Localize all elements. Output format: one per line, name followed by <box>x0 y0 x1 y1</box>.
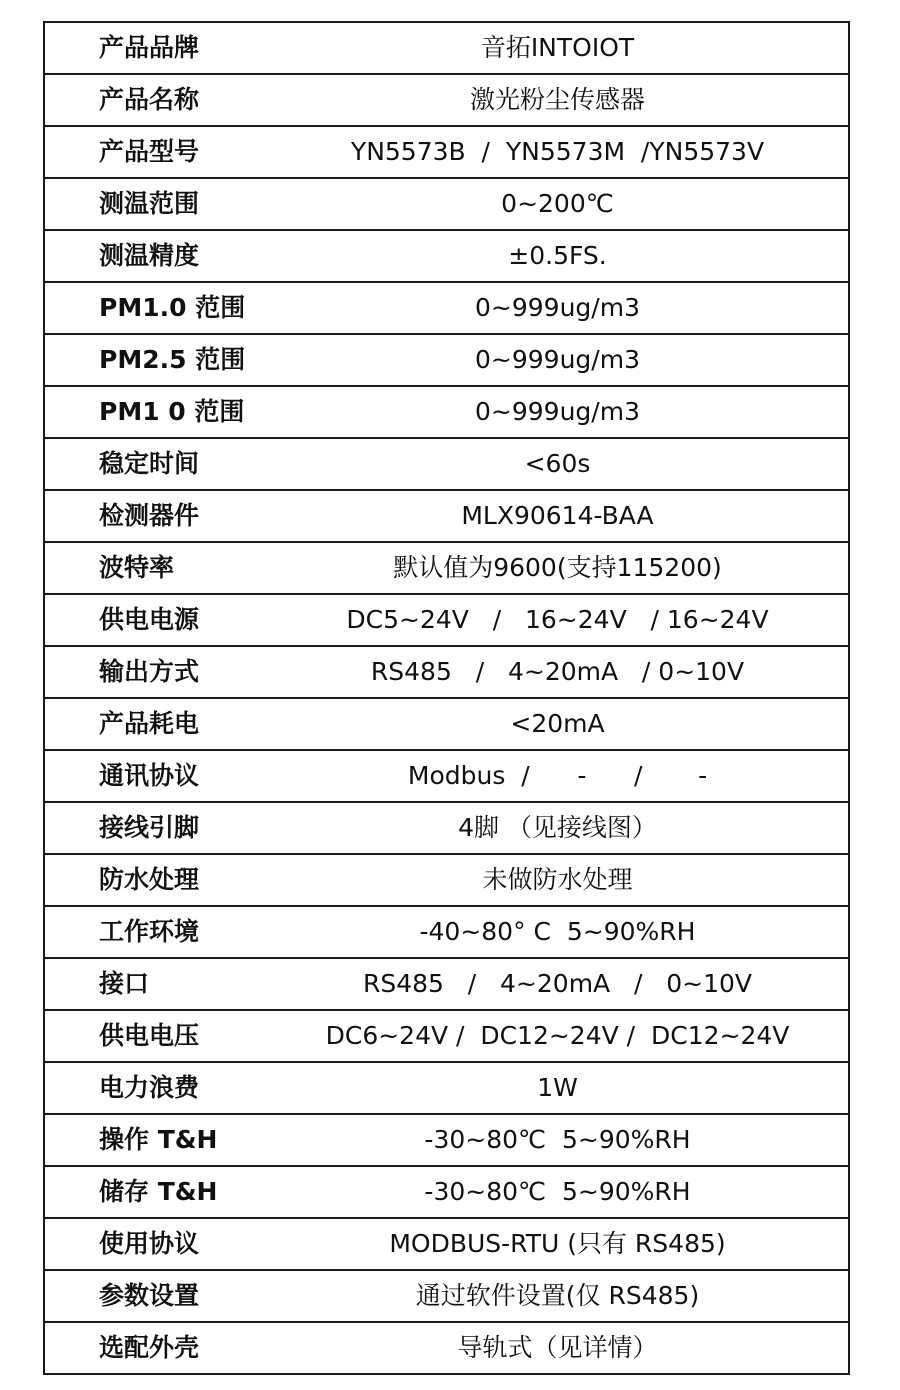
spec-value: DC5~24V / 16~24V / 16~24V <box>297 594 849 646</box>
table-row <box>44 542 849 594</box>
table-row <box>44 1270 849 1322</box>
spec-table <box>43 21 850 1375</box>
spec-label: 检测器件 <box>44 490 297 542</box>
spec-value: 激光粉尘传感器 <box>297 74 849 126</box>
spec-label: 产品耗电 <box>44 698 297 750</box>
spec-label: 产品型号 <box>44 126 297 178</box>
spec-value: 音拓INTOIOT <box>297 22 849 74</box>
table-row <box>44 282 849 334</box>
spec-value: -40~80° C 5~90%RH <box>297 906 849 958</box>
table-row <box>44 490 849 542</box>
spec-label: PM2.5 范围 <box>44 334 297 386</box>
spec-value: 未做防水处理 <box>297 854 849 906</box>
spec-table-body <box>44 22 849 1374</box>
spec-label: 工作环境 <box>44 906 297 958</box>
spec-label: PM1 0 范围 <box>44 386 297 438</box>
spec-label: 产品品牌 <box>44 22 297 74</box>
table-row <box>44 22 849 74</box>
table-row <box>44 178 849 230</box>
spec-label: 储存 T&H <box>44 1166 297 1218</box>
table-row <box>44 1218 849 1270</box>
table-row <box>44 958 849 1010</box>
spec-label: 接线引脚 <box>44 802 297 854</box>
table-row <box>44 750 849 802</box>
spec-label: 测温范围 <box>44 178 297 230</box>
spec-value: 0~999ug/m3 <box>297 334 849 386</box>
spec-value: MODBUS-RTU (只有 RS485) <box>297 1218 849 1270</box>
table-row <box>44 646 849 698</box>
spec-value: 0~200℃ <box>297 178 849 230</box>
table-row <box>44 594 849 646</box>
spec-value: DC6~24V / DC12~24V / DC12~24V <box>297 1010 849 1062</box>
spec-label: 电力浪费 <box>44 1062 297 1114</box>
spec-label: 参数设置 <box>44 1270 297 1322</box>
spec-value: 导轨式（见详情） <box>297 1322 849 1374</box>
table-row <box>44 74 849 126</box>
spec-label: 接口 <box>44 958 297 1010</box>
table-row <box>44 438 849 490</box>
table-row <box>44 126 849 178</box>
spec-label: 供电电源 <box>44 594 297 646</box>
spec-label: 选配外壳 <box>44 1322 297 1374</box>
spec-value: RS485 / 4~20mA / 0~10V <box>297 646 849 698</box>
spec-label: 通讯协议 <box>44 750 297 802</box>
spec-value: 0~999ug/m3 <box>297 386 849 438</box>
table-row <box>44 1062 849 1114</box>
table-row <box>44 1166 849 1218</box>
table-row <box>44 1114 849 1166</box>
table-row <box>44 230 849 282</box>
table-row <box>44 906 849 958</box>
spec-label: 防水处理 <box>44 854 297 906</box>
spec-value: RS485 / 4~20mA / 0~10V <box>297 958 849 1010</box>
spec-label: 产品名称 <box>44 74 297 126</box>
spec-value: YN5573B / YN5573M /YN5573V <box>297 126 849 178</box>
spec-value: 1W <box>297 1062 849 1114</box>
table-row <box>44 698 849 750</box>
spec-label: 输出方式 <box>44 646 297 698</box>
table-row <box>44 1322 849 1374</box>
table-row <box>44 334 849 386</box>
spec-value: -30~80℃ 5~90%RH <box>297 1166 849 1218</box>
table-row <box>44 802 849 854</box>
spec-value: 4脚 （见接线图） <box>297 802 849 854</box>
spec-label: PM1.0 范围 <box>44 282 297 334</box>
spec-value: MLX90614-BAA <box>297 490 849 542</box>
spec-label: 测温精度 <box>44 230 297 282</box>
spec-label: 波特率 <box>44 542 297 594</box>
spec-value: ±0.5FS. <box>297 230 849 282</box>
spec-label: 供电电压 <box>44 1010 297 1062</box>
spec-value: 0~999ug/m3 <box>297 282 849 334</box>
spec-value: Modbus / - / - <box>297 750 849 802</box>
spec-value: 默认值为9600(支持115200) <box>297 542 849 594</box>
table-row <box>44 386 849 438</box>
table-row <box>44 1010 849 1062</box>
spec-value: 通过软件设置(仅 RS485) <box>297 1270 849 1322</box>
spec-label: 稳定时间 <box>44 438 297 490</box>
spec-value: -30~80℃ 5~90%RH <box>297 1114 849 1166</box>
spec-value: <20mA <box>297 698 849 750</box>
table-row <box>44 854 849 906</box>
spec-label: 操作 T&H <box>44 1114 297 1166</box>
spec-value: <60s <box>297 438 849 490</box>
spec-label: 使用协议 <box>44 1218 297 1270</box>
